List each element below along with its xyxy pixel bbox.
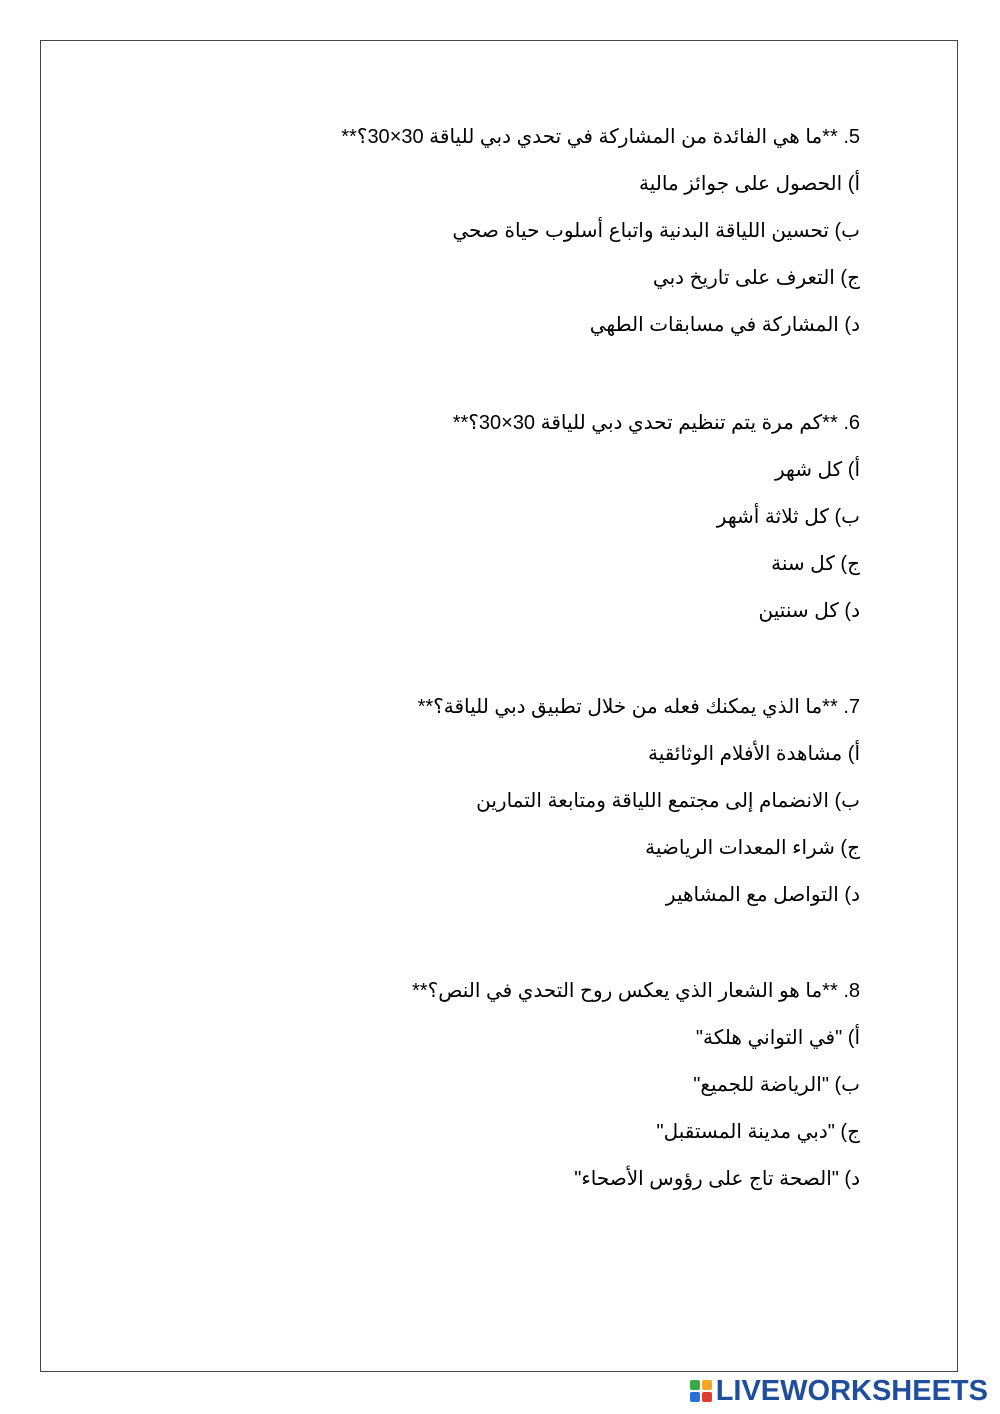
question-text: **ما هي الفائدة من المشاركة في تحدي دبي للياقة 30×30؟** bbox=[341, 126, 838, 148]
liveworksheets-brand[interactable] bbox=[690, 1374, 988, 1408]
option-a[interactable]: أ) كل شهر bbox=[774, 459, 860, 481]
option-b[interactable]: ب) كل ثلاثة أشهر bbox=[716, 506, 860, 528]
question-8-stem bbox=[160, 968, 860, 1015]
question-text: **كم مرة يتم تنظيم تحدي دبي للياقة 30×30؟** bbox=[452, 412, 838, 434]
logo-square-icon bbox=[690, 1392, 700, 1402]
question-number: 8. bbox=[843, 980, 860, 1002]
question-number: 7. bbox=[843, 696, 860, 718]
option-d[interactable]: د) المشاركة في مسابقات الطهي bbox=[589, 314, 860, 336]
logo-square-icon bbox=[690, 1380, 700, 1390]
option-d[interactable]: د) كل سنتين bbox=[758, 600, 860, 622]
liveworksheets-logo-icon bbox=[690, 1380, 712, 1402]
question-7 bbox=[160, 684, 860, 919]
option-c[interactable]: ج) "دبي مدينة المستقبل" bbox=[656, 1121, 860, 1143]
question-5-stem bbox=[160, 114, 860, 161]
option-c[interactable]: ج) شراء المعدات الرياضية bbox=[645, 837, 860, 859]
brand-name: LIVEWORKSHEETS bbox=[715, 1374, 988, 1407]
option-c[interactable]: ج) كل سنة bbox=[771, 553, 860, 575]
question-8 bbox=[160, 968, 860, 1203]
option-b[interactable]: ب) الانضمام إلى مجتمع اللياقة ومتابعة التمارين bbox=[476, 790, 860, 812]
question-7-stem bbox=[160, 684, 860, 731]
question-5 bbox=[160, 114, 860, 349]
option-a[interactable]: أ) مشاهدة الأفلام الوثائقية bbox=[648, 743, 860, 765]
option-c[interactable]: ج) التعرف على تاريخ دبي bbox=[652, 267, 860, 289]
question-text: **ما الذي يمكنك فعله من خلال تطبيق دبي للياقة؟** bbox=[417, 696, 838, 718]
question-6-stem bbox=[160, 400, 860, 447]
logo-square-icon bbox=[702, 1392, 712, 1402]
question-number: 6. bbox=[843, 412, 860, 434]
question-number: 5. bbox=[843, 126, 860, 148]
logo-square-icon bbox=[702, 1380, 712, 1390]
option-a[interactable]: أ) "في التواني هلكة" bbox=[695, 1027, 860, 1049]
option-d[interactable]: د) "الصحة تاج على رؤوس الأصحاء" bbox=[574, 1168, 860, 1190]
option-a[interactable]: أ) الحصول على جوائز مالية bbox=[639, 173, 860, 195]
question-6 bbox=[160, 400, 860, 635]
option-d[interactable]: د) التواصل مع المشاهير bbox=[665, 884, 860, 906]
option-b[interactable]: ب) تحسين اللياقة البدنية واتباع أسلوب حياة صحي bbox=[452, 220, 860, 242]
question-text: **ما هو الشعار الذي يعكس روح التحدي في النص؟** bbox=[412, 980, 838, 1002]
option-b[interactable]: ب) "الرياضة للجميع" bbox=[693, 1074, 860, 1096]
